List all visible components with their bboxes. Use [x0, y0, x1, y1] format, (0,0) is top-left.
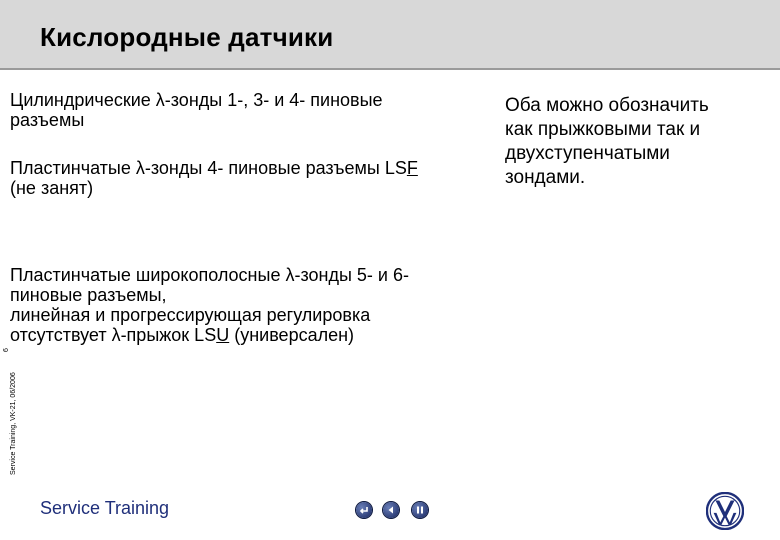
wideband-line-4-underlined: U: [216, 325, 230, 345]
wideband-line-4: [10, 325, 480, 345]
previous-arrow-icon: [386, 505, 396, 515]
page-number: 6: [3, 348, 10, 352]
wideband-sensors-text: [10, 265, 480, 345]
footer-brand: Service Training: [40, 498, 170, 518]
cylindrical-line-2: разъемы: [10, 110, 85, 130]
right-note: [505, 94, 765, 190]
sidebar-vertical-text: Service Training, VK-21, 06/2006: [10, 372, 17, 475]
right-note-line-3: двухступенчатыми: [505, 143, 670, 164]
planar-line-2: (не занят): [10, 178, 94, 198]
cylindrical-sensors-text: [10, 90, 480, 130]
wideband-line-2: пиновые разъемы,: [10, 285, 167, 305]
right-note-line-2: как прыжковыми так и: [505, 119, 701, 140]
wideband-line-4-prefix: отсутствует λ-прыжок LS: [10, 325, 217, 345]
wideband-line-3: линейная и прогрессирующая регулировка: [10, 305, 371, 325]
wideband-line-4-suffix: (универсален): [229, 325, 355, 345]
planar-line-1-prefix: Пластинчатые λ-зонды 4- пиновые разъемы LS: [10, 158, 407, 178]
right-note-line-1: Оба можно обозначить: [505, 95, 709, 116]
back-return-icon: [359, 505, 369, 515]
wideband-line-1: Пластинчатые широкополосные λ-зонды 5- и 6-: [10, 265, 409, 285]
back-button[interactable]: [356, 502, 372, 518]
page-title: Кислородные датчики: [40, 22, 334, 52]
cylindrical-line-1: Цилиндрические λ-зонды 1-, 3- и 4- пиновые: [10, 90, 383, 110]
planar-line-1-underlined: F: [406, 158, 418, 178]
title-bar: [0, 0, 780, 70]
right-note-line-4: зондами.: [505, 167, 586, 188]
pause-button[interactable]: [412, 502, 428, 518]
pause-icon: [415, 505, 425, 515]
previous-button[interactable]: [383, 502, 399, 518]
planar-line-1: [10, 158, 480, 178]
vw-logo: [706, 492, 744, 530]
planar-sensors-text: [10, 158, 480, 198]
